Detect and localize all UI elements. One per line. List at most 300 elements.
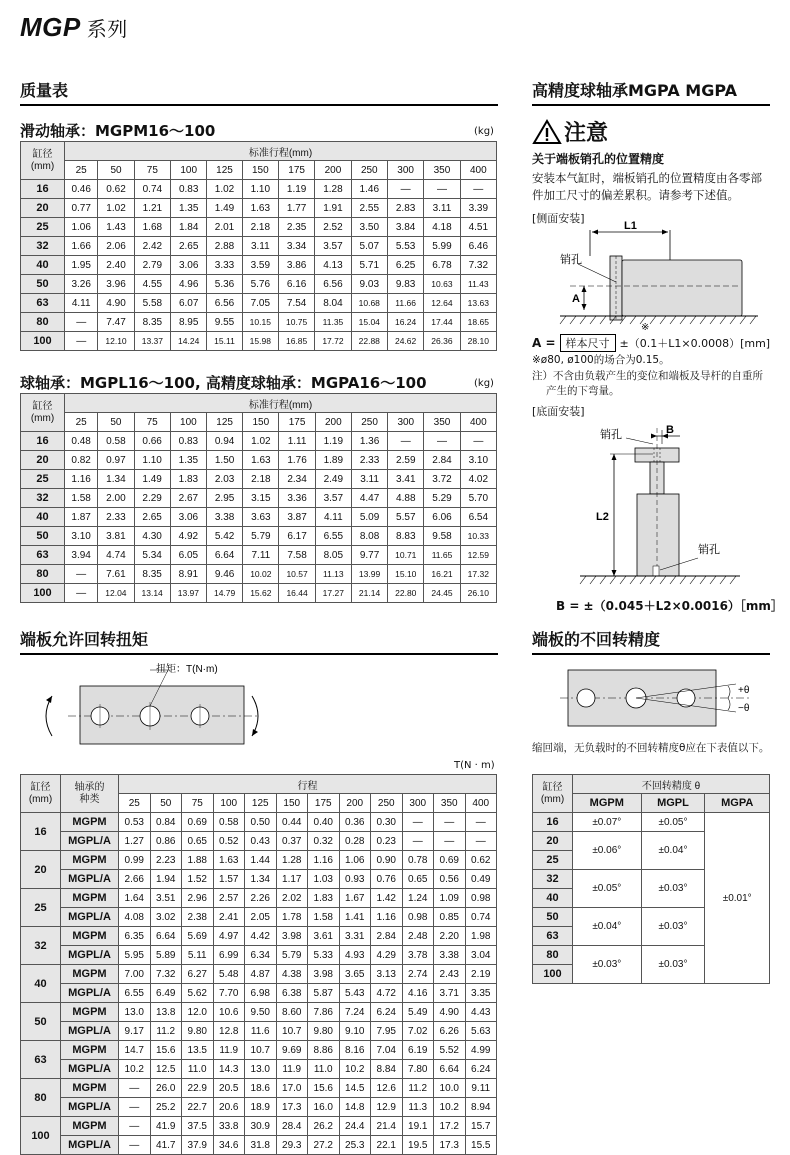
- value-cell: 2.00: [98, 489, 134, 508]
- bore-header-line2: (mm): [30, 160, 55, 172]
- value-cell: 13.97: [170, 584, 206, 603]
- value-cell: 2.26: [245, 889, 277, 908]
- bearing-type-cell: MGPM: [61, 851, 119, 870]
- value-cell: 10.2: [119, 1060, 151, 1079]
- bore-cell: 40: [21, 508, 65, 527]
- bore-cell: 63: [21, 294, 65, 313]
- value-cell: 1.02: [243, 432, 279, 451]
- table-row: [21, 851, 497, 870]
- formula-A-rest: ±（0.1＋L1×0.0008）[mm]: [619, 337, 771, 350]
- value-cell: —: [387, 180, 423, 199]
- value-cell: 2.83: [387, 199, 423, 218]
- value-cell: 3.06: [171, 256, 207, 275]
- value-cell: 4.74: [98, 546, 134, 565]
- stroke-cell: 200: [315, 161, 351, 180]
- torque-label: 扭矩：T(N·m): [156, 664, 218, 675]
- value-cell: 2.29: [134, 489, 170, 508]
- value-cell: 3.86: [278, 256, 314, 275]
- value-cell: 3.98: [308, 965, 340, 984]
- value-cell: 10.6: [213, 1003, 245, 1022]
- table-row: [21, 946, 497, 965]
- value-cell: 17.0: [276, 1079, 308, 1098]
- value-cell: 2.57: [213, 889, 245, 908]
- bore-cell: 16: [21, 813, 61, 851]
- nonrot-bore-cell: 50: [533, 908, 573, 927]
- value-cell: 4.16: [402, 984, 434, 1003]
- value-cell: 11.0: [308, 1060, 340, 1079]
- value-cell: 3.02: [150, 908, 182, 927]
- value-cell: 5.34: [134, 546, 170, 565]
- value-cell: 10.71: [388, 546, 424, 565]
- value-cell: 3.81: [98, 527, 134, 546]
- torque-stroke-header: 行程: [119, 775, 497, 794]
- value-cell: 2.65: [134, 508, 170, 527]
- value-cell: 3.10: [460, 451, 496, 470]
- mass-table2-unit: (kg): [474, 378, 494, 389]
- value-cell: —: [119, 1117, 151, 1136]
- value-cell: 2.05: [245, 908, 277, 927]
- value-cell: 0.40: [308, 813, 340, 832]
- value-cell: 4.11: [315, 508, 351, 527]
- bearing-type-cell: MGPL/A: [61, 984, 119, 1003]
- value-cell: 4.08: [119, 908, 151, 927]
- value-cell: 13.99: [351, 565, 387, 584]
- value-cell: 2.35: [278, 218, 314, 237]
- value-cell: 3.59: [242, 256, 278, 275]
- value-cell: 8.91: [170, 565, 206, 584]
- value-cell: 0.30: [371, 813, 403, 832]
- value-cell: 3.61: [308, 927, 340, 946]
- mass-table1-title: 滑动轴承：MGPM16～100: [20, 122, 216, 140]
- value-cell: 1.09: [434, 889, 466, 908]
- bottom-mount-diagram: [540, 418, 760, 594]
- value-cell: 6.27: [182, 965, 214, 984]
- caution-text-2: 件加工尺寸的偏差累积。请参考下述值。: [532, 188, 739, 202]
- torque-bore-header: [21, 775, 61, 813]
- table-row: [21, 965, 497, 984]
- value-cell: 1.58: [308, 908, 340, 927]
- value-cell: 29.3: [276, 1136, 308, 1155]
- nonrot-diagram: [540, 660, 770, 740]
- caution-title: 注意: [564, 121, 609, 146]
- bearing-type-cell: MGPL/A: [61, 1098, 119, 1117]
- value-cell: 2.23: [150, 851, 182, 870]
- mass-table2-title: 球轴承：MGPL16～100, 高精度球轴承：MGPA16～100: [20, 374, 427, 392]
- value-cell: 8.95: [171, 313, 207, 332]
- bore-cell: 16: [21, 432, 65, 451]
- table-row: [21, 275, 497, 294]
- value-cell: 2.33: [351, 451, 387, 470]
- value-cell: 13.14: [134, 584, 170, 603]
- value-cell: 26.10: [460, 584, 496, 603]
- value-cell: 6.99: [213, 946, 245, 965]
- bore-cell: 16: [21, 180, 65, 199]
- nonrot-cell: ±0.03°: [641, 870, 705, 908]
- value-cell: 5.69: [182, 927, 214, 946]
- value-cell: 0.58: [213, 813, 245, 832]
- value-cell: 22.80: [388, 584, 424, 603]
- table-row: [21, 813, 497, 832]
- nonrot-bore-cell: 80: [533, 946, 573, 965]
- value-cell: 0.83: [171, 180, 207, 199]
- stroke-cell: 50: [98, 161, 134, 180]
- stroke-cell: 400: [460, 413, 496, 432]
- bore-cell: 80: [21, 565, 65, 584]
- bottom-pin-hole-label: 销孔: [698, 544, 720, 556]
- bore-cell: 32: [21, 237, 65, 256]
- value-cell: 19.5: [402, 1136, 434, 1155]
- value-cell: 2.01: [207, 218, 242, 237]
- value-cell: 15.6: [150, 1041, 182, 1060]
- stroke-cell: 75: [134, 413, 170, 432]
- stroke-cell: 250: [371, 794, 403, 813]
- value-cell: 1.64: [119, 889, 151, 908]
- value-cell: 0.78: [402, 851, 434, 870]
- nonrot-header: 不回转精度 θ: [573, 775, 770, 794]
- value-cell: 2.59: [388, 451, 424, 470]
- value-cell: 12.0: [182, 1003, 214, 1022]
- value-cell: 5.53: [387, 237, 423, 256]
- value-cell: 8.16: [339, 1041, 371, 1060]
- value-cell: 22.88: [351, 332, 387, 351]
- mass-section-title: 质量表: [20, 78, 498, 106]
- value-cell: 1.46: [351, 180, 387, 199]
- value-cell: 11.66: [387, 294, 423, 313]
- value-cell: 4.87: [245, 965, 277, 984]
- value-cell: 1.36: [351, 432, 387, 451]
- value-cell: 6.24: [371, 1003, 403, 1022]
- value-cell: 6.05: [170, 546, 206, 565]
- value-cell: —: [424, 432, 460, 451]
- value-cell: 4.99: [465, 1041, 497, 1060]
- value-cell: 1.49: [134, 470, 170, 489]
- value-cell: 0.69: [434, 851, 466, 870]
- value-cell: 12.6: [371, 1079, 403, 1098]
- value-cell: 3.96: [98, 275, 134, 294]
- value-cell: 11.9: [213, 1041, 245, 1060]
- value-cell: 41.7: [150, 1136, 182, 1155]
- precision-section-title: 高精度球轴承MGPA MGPA: [532, 78, 770, 106]
- value-cell: 5.76: [242, 275, 278, 294]
- value-cell: 8.83: [388, 527, 424, 546]
- stroke-cell: 100: [213, 794, 245, 813]
- value-cell: 3.11: [351, 470, 387, 489]
- value-cell: 0.36: [339, 813, 371, 832]
- value-cell: 0.58: [98, 432, 134, 451]
- value-cell: 13.0: [245, 1060, 277, 1079]
- side-pin-hole-label: 销孔: [560, 254, 582, 266]
- value-cell: 15.04: [351, 313, 387, 332]
- value-cell: 1.83: [170, 470, 206, 489]
- value-cell: —: [402, 813, 434, 832]
- note-1: ※ø80, ø100的场合为0.15。: [532, 354, 670, 366]
- value-cell: 3.51: [150, 889, 182, 908]
- value-cell: 1.57: [213, 870, 245, 889]
- value-cell: 11.0: [182, 1060, 214, 1079]
- value-cell: 1.84: [171, 218, 207, 237]
- value-cell: 1.06: [339, 851, 371, 870]
- stroke-cell: 300: [402, 794, 434, 813]
- value-cell: 0.37: [276, 832, 308, 851]
- value-cell: —: [434, 832, 466, 851]
- value-cell: 15.11: [207, 332, 242, 351]
- value-cell: 6.26: [434, 1022, 466, 1041]
- value-cell: 4.13: [315, 256, 351, 275]
- value-cell: 2.52: [315, 218, 351, 237]
- nonrot-bore-cell: 63: [533, 927, 573, 946]
- value-cell: 17.32: [460, 565, 496, 584]
- value-cell: 37.9: [182, 1136, 214, 1155]
- bore-cell: 63: [21, 546, 65, 565]
- value-cell: 12.04: [98, 584, 134, 603]
- nonrot-cell: ±0.04°: [641, 832, 705, 870]
- value-cell: 1.87: [65, 508, 98, 527]
- nonrot-col-mgpl: MGPL: [641, 794, 705, 813]
- table-row: [21, 908, 497, 927]
- value-cell: 1.63: [213, 851, 245, 870]
- value-cell: 6.98: [245, 984, 277, 1003]
- value-cell: 1.58: [65, 489, 98, 508]
- stroke-cell: 100: [171, 161, 207, 180]
- value-cell: 9.80: [308, 1022, 340, 1041]
- value-cell: 6.34: [245, 946, 277, 965]
- stroke-header: 标准行程(mm): [65, 142, 497, 161]
- stroke-cell: 75: [182, 794, 214, 813]
- value-cell: 5.09: [351, 508, 387, 527]
- value-cell: 7.70: [213, 984, 245, 1003]
- value-cell: 5.99: [424, 237, 460, 256]
- value-cell: 6.64: [150, 927, 182, 946]
- value-cell: 3.33: [207, 256, 242, 275]
- value-cell: 6.06: [424, 508, 460, 527]
- value-cell: 0.32: [308, 832, 340, 851]
- value-cell: 14.7: [119, 1041, 151, 1060]
- value-cell: 6.07: [171, 294, 207, 313]
- value-cell: 2.40: [98, 256, 134, 275]
- value-cell: 26.0: [150, 1079, 182, 1098]
- value-cell: —: [119, 1098, 151, 1117]
- value-cell: 1.10: [134, 451, 170, 470]
- value-cell: 4.51: [460, 218, 496, 237]
- value-cell: 4.90: [98, 294, 134, 313]
- value-cell: 2.88: [207, 237, 242, 256]
- value-cell: 1.28: [315, 180, 351, 199]
- mass-table1-unit: (kg): [474, 126, 494, 137]
- bore-cell: 20: [21, 199, 65, 218]
- table-row: [21, 218, 497, 237]
- side-L1-label: L1: [624, 220, 637, 232]
- bore-cell: 40: [21, 965, 61, 1003]
- value-cell: 28.10: [460, 332, 496, 351]
- value-cell: 3.94: [65, 546, 98, 565]
- table-row: [21, 508, 497, 527]
- value-cell: 4.18: [424, 218, 460, 237]
- value-cell: 0.98: [402, 908, 434, 927]
- value-cell: 3.34: [278, 237, 314, 256]
- nonrot-cell: ±0.05°: [641, 813, 705, 832]
- value-cell: 1.28: [276, 851, 308, 870]
- stroke-cell: 150: [276, 794, 308, 813]
- value-cell: 15.62: [243, 584, 279, 603]
- value-cell: 1.24: [402, 889, 434, 908]
- value-cell: 1.11: [279, 432, 315, 451]
- value-cell: 0.77: [65, 199, 98, 218]
- value-cell: 1.76: [279, 451, 315, 470]
- value-cell: 2.43: [434, 965, 466, 984]
- value-cell: 10.0: [434, 1079, 466, 1098]
- value-cell: 5.52: [434, 1041, 466, 1060]
- value-cell: 3.50: [351, 218, 387, 237]
- series-label: 系列: [86, 17, 128, 41]
- table-row: [21, 294, 497, 313]
- value-cell: 5.11: [182, 946, 214, 965]
- value-cell: 10.7: [245, 1041, 277, 1060]
- nonrot-cell: ±0.03°: [641, 946, 705, 984]
- note-2: 注）不含由负载产生的变位和端板及导杆的自重所: [532, 370, 763, 382]
- value-cell: 11.6: [245, 1022, 277, 1041]
- value-cell: 0.69: [182, 813, 214, 832]
- nonrot-table: [532, 774, 770, 984]
- value-cell: 0.28: [339, 832, 371, 851]
- value-cell: 7.86: [308, 1003, 340, 1022]
- value-cell: 11.43: [460, 275, 496, 294]
- value-cell: 3.38: [207, 508, 243, 527]
- value-cell: 12.59: [460, 546, 496, 565]
- table-row: [21, 1079, 497, 1098]
- bearing-type-cell: MGPL/A: [61, 870, 119, 889]
- value-cell: 18.6: [245, 1079, 277, 1098]
- value-cell: 0.62: [98, 180, 134, 199]
- value-cell: 37.5: [182, 1117, 214, 1136]
- bore-cell: 100: [21, 332, 65, 351]
- value-cell: 3.06: [170, 508, 206, 527]
- nonrot-col-mgpm: MGPM: [573, 794, 642, 813]
- value-cell: 4.38: [276, 965, 308, 984]
- value-cell: 31.8: [245, 1136, 277, 1155]
- value-cell: 0.50: [245, 813, 277, 832]
- value-cell: 3.15: [243, 489, 279, 508]
- value-cell: 0.56: [434, 870, 466, 889]
- stroke-cell: 250: [351, 161, 387, 180]
- side-mount-diagram: [540, 216, 760, 330]
- stroke-cell: 200: [315, 413, 351, 432]
- bore-header: [21, 394, 65, 432]
- value-cell: 22.7: [182, 1098, 214, 1117]
- table-row: [21, 1117, 497, 1136]
- value-cell: 13.0: [119, 1003, 151, 1022]
- value-cell: 1.06: [65, 218, 98, 237]
- value-cell: —: [65, 565, 98, 584]
- value-cell: 7.11: [243, 546, 279, 565]
- value-cell: 4.29: [371, 946, 403, 965]
- stroke-cell: 125: [207, 413, 243, 432]
- stroke-cell: 125: [207, 161, 242, 180]
- value-cell: 11.2: [150, 1022, 182, 1041]
- value-cell: 24.4: [339, 1117, 371, 1136]
- bearing-type-cell: MGPL/A: [61, 832, 119, 851]
- value-cell: 18.9: [245, 1098, 277, 1117]
- table-row: [21, 313, 497, 332]
- nonrot-note: 缩回端，无负载时的不回转精度θ应在下表值以下。: [532, 742, 770, 754]
- value-cell: 18.65: [460, 313, 496, 332]
- value-cell: 1.91: [315, 199, 351, 218]
- bearing-type-cell: MGPM: [61, 965, 119, 984]
- value-cell: 7.47: [98, 313, 134, 332]
- value-cell: 8.08: [351, 527, 387, 546]
- value-cell: 1.35: [171, 199, 207, 218]
- value-cell: 3.57: [315, 237, 351, 256]
- value-cell: 6.17: [279, 527, 315, 546]
- value-cell: 8.86: [308, 1041, 340, 1060]
- bearing-type-cell: MGPM: [61, 1041, 119, 1060]
- nonrot-cell: ±0.05°: [573, 870, 642, 908]
- value-cell: 22.1: [371, 1136, 403, 1155]
- value-cell: 2.65: [171, 237, 207, 256]
- value-cell: —: [465, 813, 497, 832]
- value-cell: 19.1: [402, 1117, 434, 1136]
- value-cell: 10.75: [278, 313, 314, 332]
- value-cell: 7.04: [371, 1041, 403, 1060]
- value-cell: 9.17: [119, 1022, 151, 1041]
- value-cell: 34.6: [213, 1136, 245, 1155]
- value-cell: 8.04: [315, 294, 351, 313]
- bearing-type-cell: MGPL/A: [61, 1136, 119, 1155]
- model-name: MGP: [20, 12, 81, 42]
- bearing-header-line2: 种类: [79, 793, 100, 805]
- nonrot-section-title: 端板的不回转精度: [532, 627, 770, 655]
- stroke-cell: 25: [65, 161, 98, 180]
- value-cell: 0.65: [182, 832, 214, 851]
- value-cell: 9.03: [351, 275, 387, 294]
- bearing-type-cell: MGPM: [61, 927, 119, 946]
- value-cell: 1.02: [207, 180, 242, 199]
- bearing-type-cell: MGPM: [61, 1117, 119, 1136]
- stroke-cell: 150: [242, 161, 278, 180]
- table-row: [21, 984, 497, 1003]
- mass-table-sliding: [20, 141, 497, 351]
- plus-theta: +θ: [738, 685, 750, 696]
- value-cell: 17.3: [276, 1098, 308, 1117]
- value-cell: 0.97: [98, 451, 134, 470]
- value-cell: 4.88: [388, 489, 424, 508]
- value-cell: —: [460, 180, 496, 199]
- value-cell: 2.66: [119, 870, 151, 889]
- value-cell: —: [424, 180, 460, 199]
- bore-cell: 25: [21, 889, 61, 927]
- table-row: [21, 470, 497, 489]
- value-cell: 4.11: [65, 294, 98, 313]
- formula-A-lead: A =: [532, 336, 556, 350]
- bottom-B-label: B: [666, 424, 674, 436]
- bore-cell: 20: [21, 451, 65, 470]
- value-cell: 5.89: [150, 946, 182, 965]
- nonrot-bore-cell: 16: [533, 813, 573, 832]
- table-row: [21, 432, 497, 451]
- value-cell: 6.64: [434, 1060, 466, 1079]
- value-cell: 11.13: [315, 565, 351, 584]
- nonrot-bore-cell: 100: [533, 965, 573, 984]
- value-cell: 5.79: [243, 527, 279, 546]
- value-cell: 4.72: [371, 984, 403, 1003]
- value-cell: 6.25: [387, 256, 423, 275]
- value-cell: 25.3: [339, 1136, 371, 1155]
- value-cell: 6.38: [276, 984, 308, 1003]
- value-cell: 27.2: [308, 1136, 340, 1155]
- value-cell: 7.61: [98, 565, 134, 584]
- value-cell: 0.53: [119, 813, 151, 832]
- value-cell: 3.35: [465, 984, 497, 1003]
- value-cell: 6.16: [278, 275, 314, 294]
